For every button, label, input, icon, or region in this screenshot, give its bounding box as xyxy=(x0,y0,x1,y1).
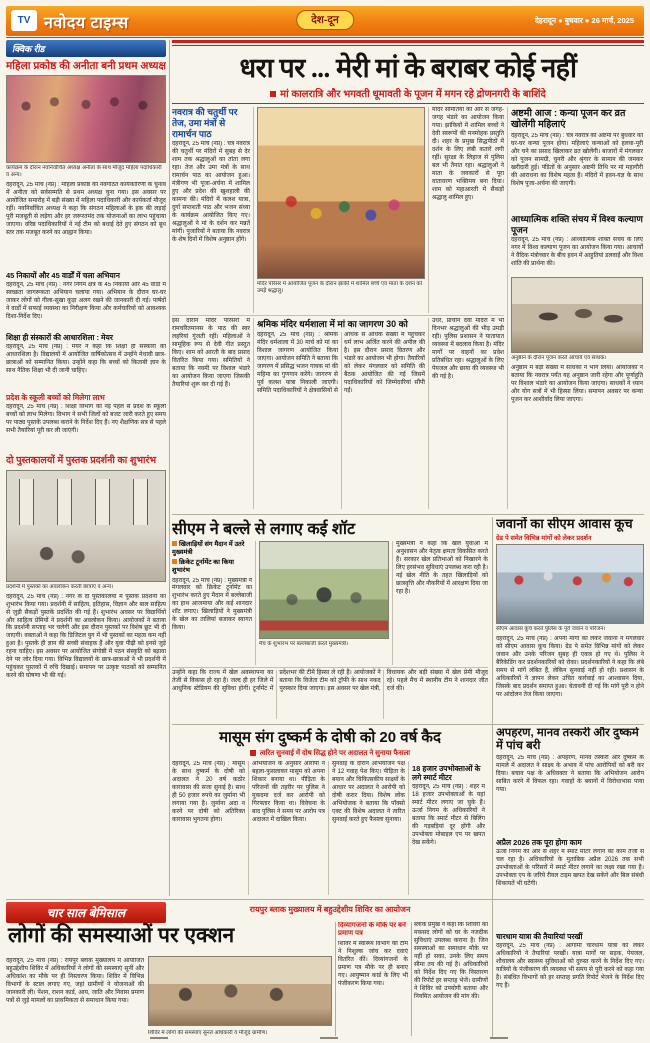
article-body: देहरादून, 25 मार्च (नप्र) : मुख्यमंत्री ने मंगलवार को क्रिकेट टूर्नामेंट का शुभारंभ करते हुए मैदान में बल्लेबाजी का हाथ आजमाया और कई शानदार शॉट लगाए। खिलाड़ियों ने मुख्यमंत्री के खेल का तालियां बजाकर स्वागत किया। xyxy=(172,577,252,632)
article-body: उन्होंने कहा कि राज्य में खेल अवस्थापना का तेजी से विकास हो रहा है। जल्द ही हर जिले में आधुनिक स्टेडियम की सुविधा होगी। टूर्नामेंट में प्रदेशभर की टीमें हिस्सा ले रही हैं। आयोजकों ने बताया कि विजेता टीम को ट्रॉफी के साथ नकद पुरस्कार दिया जाएगा। इस अवसर पर खेल मंत्री, विधायक और बड़ी संख्या में खेल प्रेमी मौजूद रहे। पहले मैच में स्थानीय टीम ने शानदार जीत दर्ज की। xyxy=(172,667,488,719)
article-body: देहरादून, 25 मार्च (नप्र) : चैत्र नवरात्र की चतुर्थी पर मंदिरों में सुबह से देर शाम तक श्रद्धालुओं का तांता लगा रहा। तेज और उमा मंत्रों के साथ रामार्चन पाठ का आयोजन हुआ। मंत्रीगण भी पूजा-अर्चना में शामिल हुए और प्रदेश की खुशहाली की कामना की। मंदिरों में कलश यात्रा, दुर्गा सप्तशती पाठ और भजन संध्या के कार्यक्रम आयोजित किए गए। श्रद्धालुओं ने मां के दर्शन कर मन्नतें मांगीं। पुजारियों ने बताया कि नवरात्र के शेष दिनों में विशेष अनुष्ठान होंगे। xyxy=(172,141,250,244)
article-body: देहरादून, 25 मार्च (नप्र) : आगामी चारधाम यात्रा को लेकर अधिकारियों ने तैयारियां परखीं। यात्रा मार्गों पर सड़क, पेयजल, शौचालय और स्वास्थ्य सुविधाओं को दुरुस्त करने के निर्देश दिए गए। यात्रियों के पंजीकरण की व्यवस्था भी समय से पूरी करने को कहा गया है। संबंधित विभागों को हर सप्ताह प्रगति रिपोर्ट भेजने के निर्देश दिए गए हैं। xyxy=(496,943,644,990)
photo-caption-exhibition: प्रदर्शनी में पुस्तकों का अवलोकन करती छात्राएं व अन्य। xyxy=(6,583,114,590)
photo-procession xyxy=(257,107,425,279)
bullet-square-icon xyxy=(172,559,177,564)
article-body: देहरादून, 25 मार्च (नप्र) : नगर निगम क्षेत्र के 45 निकायों और 45 वार्डों में स्वच्छता जागरूकता अभियान चलाया गया। अभियान के दौरान घर-घर जाकर लोगों को गीला-सूखा कूड़ा अलग रखने की जानकारी दी गई। पार्षदों ने वार्डों में सफाई व्यवस्था का निरीक्षण किया और कर्मचारियों को आवश्यक दिशा-निर्देश दिए। xyxy=(6,281,166,320)
column-divider xyxy=(492,517,493,1038)
court-col1 xyxy=(172,761,245,895)
article-body: इस दौरान मंदिर परिसरों में रामचरितमानस के पाठ की स्वर लहरियां गूंजती रहीं। महिलाओं ने सामूहिक रूप से देवी गीत प्रस्तुत किए। शाम को आरती के बाद प्रसाद वितरित किया गया। समितियों ने बताया कि नवमी पर विशाल भंडारे का आयोजन किया जाएगा जिसकी तैयारियां शुरू कर दी गई हैं। xyxy=(172,318,250,388)
column-rule xyxy=(428,107,429,313)
photo-caption-camp: शिविर में लोगों की समस्याएं सुनते अधिकारी व मौजूद ग्रामीण। xyxy=(148,1030,268,1036)
court-kicker-text: त्वरित सुनवाई में दोष सिद्ध होने पर अदालत ने सुनाया फैसला xyxy=(259,750,411,757)
article-body: देहरादून, 25 मार्च (नप्र) : अपहरण, मानव तस्करी और दुष्कर्म के मामले में अदालत ने साक्ष्य के अभाव में पांच आरोपियों को बरी कर दिया। बचाव पक्ष के अधिवक्ता ने बताया कि अभियोजन आरोप साबित करने में विफल रहा। गवाहों के बयानों में विरोधाभास पाया गया। xyxy=(496,755,644,794)
court-kicker xyxy=(172,749,488,758)
camp-kicker: रायपुर ब्लाक मुख्यालय में बहुउद्देशीय शिविर का आयोजन xyxy=(249,905,411,914)
masthead xyxy=(6,6,644,36)
lead-story-columns xyxy=(172,107,644,509)
court-col2 xyxy=(252,761,325,895)
column-rule xyxy=(507,107,508,509)
article-body: देहरादून, 25 मार्च (नप्र) : श्रमिक मंदिर धर्मशाला में 30 मार्च को मां का विशाल जागरण आयोजित किया जाएगा। आयोजन समिति ने बताया कि जागरण में प्रसिद्ध भजन गायक मां की महिमा का गुणगान करेंगे। जागरण से पूर्व कलश यात्रा निकाली जाएगी। समिति पदाधिकारियों ने क्षेत्रवासियों से अधिक से अधिक संख्या में पहुंचकर धर्म लाभ अर्जित करने की अपील की है। इस दौरान प्रसाद वितरण और भंडारे का आयोजन भी होगा। तैयारियों को लेकर मंगलवार को समिति की बैठक आयोजित की गई जिसमें पदाधिकारियों को जिम्मेदारियां सौंपी गईं। xyxy=(257,331,425,394)
court-col3 xyxy=(332,761,405,895)
column-a2 xyxy=(172,318,250,509)
column-divider xyxy=(169,40,170,896)
article-body: मंदिर समितियों की ओर से जगह-जगह भंडारे का आयोजन किया गया। झांकियों में शामिल बच्चों ने देवी स्वरूपों की मनमोहक प्रस्तुति दी। शहर के प्रमुख सिद्धपीठों में दर्शन के लिए लंबी कतारें लगी रहीं। सुरक्षा के लिहाज से पुलिस बल भी तैनात रहा। श्रद्धालुओं ने माता के जयकारों से पूरा वातावरण भक्तिमय बना दिया। शाम को महाआरती में सैकड़ों श्रद्धालु शामिल हुए। xyxy=(432,107,504,201)
photo-caption-women: कार्यक्रम के दौरान नवनिर्वाचित अध्यक्ष अनीता के साथ मौजूद महिला पदाधिकारी व अन्य। xyxy=(6,165,162,178)
lead-story-left xyxy=(172,107,504,509)
ashtami-headline: अष्टमी आज : कन्या पूजन कर व्रत खोलेंगी महिलाएं xyxy=(511,108,626,131)
section-divider xyxy=(172,724,644,725)
page-folio-mark xyxy=(320,1037,338,1039)
column-rule xyxy=(411,922,412,1036)
march-story xyxy=(496,517,644,719)
photo-protest-march xyxy=(496,544,644,624)
photo-column xyxy=(257,107,425,313)
cricket-right-column xyxy=(396,541,488,665)
promo-banner: चार साल बेमिसाल xyxy=(6,902,166,923)
acquittal-story xyxy=(496,727,644,1038)
jagran-story xyxy=(257,318,425,509)
jagran-headline: श्रमिक मंदिर धर्मशाला में मां का जागरण 30 को xyxy=(257,319,408,329)
photo-book-exhibition xyxy=(6,470,166,582)
article-body: उधर, प्राचीन देवी मंदिरों में भी दिनभर श्रद्धालुओं की भीड़ उमड़ी रही। पुलिस प्रशासन ने यातायात व्यवस्था में बदलाव किया है। मंदिर मार्गों पर वाहनों का प्रवेश प्रतिबंधित रहा। श्रद्धालुओं के लिए पेयजल और छाया की व्यवस्था भी की गई है। xyxy=(432,318,504,380)
article-body: देहरादून, 25 मार्च (नप्र) : चैत्र नवरात्र की अष्टमी पर बुधवार को घर-घर कन्या पूजन होगा। महिलाएं कन्याओं को हलवा-पूरी और चने का प्रसाद खिलाकर व्रत खोलेंगी। बाजारों में मंगलवार को पूजन सामग्री, चुनरी और श्रृंगार के सामान की जमकर खरीदारी हुई। पंडितों के अनुसार अष्टमी तिथि पर मां महागौरी की आराधना का विशेष महत्व है। मंदिरों में हवन-यज्ञ के साथ विशेष पूजा-अर्चना की जाएगी। xyxy=(511,132,643,187)
photo-caption-pujan: अनुष्ठान के दौरान पूजन करते आचार्य एवं साधक। xyxy=(511,355,607,362)
right-rail xyxy=(511,107,643,509)
article-body: ऊर्जा निगम की ओर से शहर में स्मार्ट मीटर लगाने का काम तेजी से चल रहा है। अधिकारियों के मुताबिक अप्रैल 2026 तक सभी उपभोक्ताओं के परिसरों में स्मार्ट मीटर लगाने का लक्ष्य रखा गया है। उपभोक्ता एप के जरिये रीयल टाइम खपत देख सकेंगे और बिल संबंधी शिकायतें भी घटेंगी। xyxy=(496,849,644,888)
photo-women-group xyxy=(6,75,166,163)
column-c2 xyxy=(432,318,504,509)
march-kicker: ग्रेड पे समेत विभिन्न मांगों को लेकर प्रदर्शन xyxy=(496,535,592,543)
lead-story-row2 xyxy=(172,315,504,509)
headline-rule-bottom xyxy=(172,103,644,104)
headline-rule-top xyxy=(172,40,644,46)
article-body: ब्लाक प्रमुख ने कहा कि शिविरों का मकसद लोगों को घर के नजदीक सुविधाएं उपलब्ध कराना है। जिन समस्याओं का समाधान मौके पर नहीं हो सका, उनके लिए समय सीमा तय की गई है। अधिकारियों को निर्देश दिए गए कि निस्तारण की रिपोर्ट हर सप्ताह भेजें। ग्रामीणों ने शिविर को उपयोगी बताया और नियमित आयोजन की मांग की। xyxy=(414,922,488,1000)
bullet-item xyxy=(172,559,252,575)
article-body: देहरादून, 25 मार्च (नप्र) : शिक्षा विभाग की नई पहल से प्रदेश के स्कूली बच्चों को लाभ मिलेगा। विभाग ने सभी जिलों को बजट जारी करते हुए समय पर पाठ्य पुस्तकें उपलब्ध कराने के निर्देश दिए हैं। नए शैक्षणिक सत्र से पहले सभी तैयारियां पूरी कर ली जाएंगी। xyxy=(6,403,166,434)
article-body: देहरादून, 25 मार्च (नप्र) : आध्यात्मिक शक्ति संचय के लिए नगर में विश्व कल्याण पूजन का आयोजन किया गया। आचार्यों ने वैदिक मंत्रोच्चार के बीच हवन में आहुतियां डलवाईं और विश्व शांति की प्रार्थना की। xyxy=(511,237,643,268)
column-rule xyxy=(335,922,336,1036)
bullet-item xyxy=(172,541,252,557)
column-rule xyxy=(392,541,393,665)
article-body: देहरादून, 25 मार्च (नप्र) : शहर में 18 हजार उपभोक्ताओं के यहां स्मार्ट मीटर लगाए जा चुके हैं। ऊर्जा निगम के अधिकारियों ने बताया कि स्मार्ट मीटर से बिलिंग की गड़बड़ियां दूर होंगी और उपभोक्ता मोबाइल एप पर खपत देख सकेंगे। xyxy=(412,784,485,846)
camp-box-title: दिव्यांगजनों के मौके पर बने प्रमाण पत्र xyxy=(338,922,406,938)
photo-cm-batting xyxy=(259,541,389,639)
court-story xyxy=(172,727,488,895)
subhead: शिक्षा ही संस्कारों की आधारशिला : मेयर xyxy=(6,332,113,342)
page-folio-mark xyxy=(490,1037,508,1039)
court-columns xyxy=(172,761,488,895)
bullet-square-icon xyxy=(250,750,256,756)
tv-logo: TV xyxy=(11,10,37,31)
subhead-red: प्रदेश के स्कूली बच्चों को मिलेगा लाभ xyxy=(6,392,105,402)
section-divider xyxy=(172,514,644,515)
column-rule xyxy=(255,541,256,665)
column-rule xyxy=(248,761,249,895)
court-headline: मासूम संग दुष्कर्म के दोषी को 20 वर्ष कैद xyxy=(219,729,441,746)
article-body: देहरादून, 25 मार्च (नप्र) : नगर के दो पुस्तकालयों में पुस्तक प्रदर्शनी का शुभारंभ किया गया। प्रदर्शनी में साहित्य, इतिहास, विज्ञान और बाल साहित्य से जुड़ी सैकड़ों पुस्तकें प्रदर्शित की गई हैं। शुभारंभ अवसर पर विद्यार्थियों और साहित्य प्रेमियों ने प्रदर्शनी का अवलोकन किया। आयोजकों ने बताया कि प्रदर्शनी सप्ताह भर चलेगी और इस दौरान पुस्तकों पर विशेष छूट भी दी जाएगी। वक्ताओं ने कहा कि डिजिटल युग में भी पुस्तकों का महत्व कम नहीं हुआ है। पुस्तकें ही ज्ञान की सच्ची संवाहक हैं और युवा पीढ़ी को इनसे जुड़े रहना चाहिए। इस अवसर पर आयोजित संगोष्ठी में पठन संस्कृति को बढ़ावा देने पर जोर दिया गया। विभिन्न विद्यालयों के छात्र-छात्राओं ने भी प्रदर्शनी में पहुंचकर पुस्तकों में रुचि दिखाई। समापन पर उत्कृष्ट पाठकों को सम्मानित करने की घोषणा भी की गई। xyxy=(6,593,166,680)
article-body: देहरादून, 25 मार्च (नप्र) : रायपुर ब्लाक मुख्यालय में आयोजित बहुउद्देशीय शिविर में अधिकारियों ने लोगों की समस्याएं सुनीं और अधिकांश का मौके पर ही निस्तारण किया। शिविर में विभिन्न विभागों के स्टाल लगाए गए, जहां ग्रामीणों ने योजनाओं की जानकारी ली। पेंशन, राशन कार्ड, आय, जाति और निवास प्रमाण पत्रों से जुड़े मामलों का प्राथमिकता से समाधान किया गया। xyxy=(6,958,144,1004)
acquittal-headline: अपहरण, मानव तस्करी और दुष्कर्म में पांच बरी xyxy=(496,727,639,753)
page-folio-mark xyxy=(150,1037,168,1039)
column-rule xyxy=(253,318,254,509)
article-body: अभियोजन के अनुसार आरोपी ने बहला-फुसलाकर मासूम को अपना शिकार बनाया था। पीड़िता के परिजनों की तहरीर पर पुलिस ने मुकदमा दर्ज कर आरोपी को गिरफ्तार किया था। विवेचना के बाद पुलिस ने समय पर आरोप पत्र अदालत में दाखिल किया। xyxy=(252,761,325,823)
lead-story-row1 xyxy=(172,107,504,313)
pujan-headline: आध्यात्मिक शक्ति संचय में विश्व कल्याण पूजन xyxy=(511,213,643,235)
column-a xyxy=(172,107,250,313)
court-col4 xyxy=(412,761,485,895)
cricket-left-column xyxy=(172,541,252,665)
column-rule xyxy=(428,318,429,509)
page-name-badge: देश-दून xyxy=(296,10,354,30)
quickread-headline: महिला प्रकोष्ठ की अनीता बनी प्रथम अध्यक्ष xyxy=(6,60,166,72)
subhead: चारधाम यात्रा की तैयारियां परखीं xyxy=(496,932,583,942)
edition-dateline: देहरादून ● बुधवार ● 26 मार्च, 2025 xyxy=(534,16,634,25)
bullet-square-icon xyxy=(172,541,177,546)
left-column xyxy=(6,40,166,896)
bullet-text: क्रिकेट टूर्नामेंट का किया शुभारंभ xyxy=(172,559,234,575)
article-body: देहरादून, 25 मार्च (नप्र) : अपनी मांगों को लेकर जवानों ने मंगलवार को सीएम आवास कूच किया। ग्रेड पे समेत विभिन्न मांगों को लेकर जवान और उनके परिजन सुबह ही एकत्र हो गए थे। पुलिस ने बैरिकेडिंग कर प्रदर्शनकारियों को रोका। प्रदर्शनकारियों ने कहा कि लंबे समय से मांगें लंबित हैं, लेकिन सुनवाई नहीं हो रही। प्रशासन के अधिकारियों ने ज्ञापन लेकर उचित कार्रवाई का आश्वासन दिया, जिसके बाद प्रदर्शन समाप्त हुआ। चेतावनी दी गई कि मांगें पूरी न होने पर आंदोलन तेज किया जाएगा। xyxy=(496,636,644,698)
masthead-rule xyxy=(6,37,644,38)
main-headline: धरा पर ... मेरी मां के बराबर कोई नहीं xyxy=(239,53,577,83)
photo-camp-meeting xyxy=(148,956,332,1026)
smart-meter-subhead: 18 हजार उपभोक्ताओं के लगे स्मार्ट मीटर xyxy=(412,764,481,782)
article-body: मुख्यमंत्री ने कहा कि खेल युवाओं में अनुशासन और नेतृत्व क्षमता विकसित करते हैं। सरकार खेल प्रतिभाओं को निखारने के लिए हरसंभव सुविधाएं उपलब्ध करा रही है। नई खेल नीति के तहत खिलाड़ियों को छात्रवृत्ति और नौकरियों में आरक्षण दिया जा रहा है। xyxy=(396,541,488,595)
main-deck xyxy=(172,86,644,100)
column-rule xyxy=(253,107,254,313)
article-body: अनुष्ठान में बड़ी संख्या में साधकों ने भाग लिया। आयोजकों ने बताया कि नवरात्र पर्यंत यह अनुष्ठान जारी रहेगा और पूर्णाहुति पर विशाल भंडारे का आयोजन किया जाएगा। साधकों ने ध्यान और योग सत्रों में भी हिस्सा लिया। समापन अवसर पर कन्या पूजन कर आशीर्वाद लिया जाएगा। xyxy=(511,365,643,404)
exhibition-headline: दो पुस्तकालयों में पुस्तक प्रदर्शनी का शुभारंभ xyxy=(6,454,157,466)
section-divider xyxy=(6,899,644,900)
article-body: देहरादून, 25 मार्च (नप्र) : मासूम के साथ दुष्कर्म के दोषी को अदालत ने 20 वर्ष कठोर कारावास की सजा सुनाई है। साथ ही 50 हजार रुपये का जुर्माना भी लगाया गया है। जुर्माना अदा न करने पर दोषी को अतिरिक्त कारावास भुगतना होगा। xyxy=(172,761,245,823)
bullet-square-icon xyxy=(270,91,276,97)
article-body: देहरादून, 25 मार्च (नप्र) : महिला प्रकोष्ठ की नवगठित कार्यकारिणी के चुनाव में अनीता को सर्वसम्मति से प्रथम अध्यक्ष चुना गया। इस अवसर पर आयोजित समारोह में बड़ी संख्या में महिला पदाधिकारी और कार्यकर्ता मौजूद रहीं। नवनिर्वाचित अध्यक्ष ने कहा कि संगठन महिलाओं के हक की लड़ाई पूरी मजबूती से लड़ेगा और हर जरूरतमंद तक योजनाओं का लाभ पहुंचाया जाएगा। वरिष्ठ पदाधिकारियों ने नई टीम को बधाई देते हुए संगठन को बूथ स्तर तक मजबूत करने का आह्वान किया। xyxy=(6,181,166,236)
camp-headline: लोगों की समस्याओं पर एक्शन xyxy=(8,924,235,947)
column-c xyxy=(432,107,504,313)
newspaper-title: नवोदय टाइम्स xyxy=(44,15,129,32)
article-body: सुनवाई के दौरान अभियोजन पक्ष ने 12 गवाह पेश किए। पीड़िता के बयान और चिकित्सकीय साक्ष्यों के आधार पर अदालत ने आरोपी को दोषी करार दिया। विशेष लोक अभियोजक ने बताया कि पॉक्सो एक्ट की विशेष अदालत ने त्वरित सुनवाई करते हुए फैसला सुनाया। xyxy=(332,761,405,823)
section-header-quick-read: क्विक रीड xyxy=(6,40,166,57)
column-rule xyxy=(408,761,409,895)
cricket-headline: सीएम ने बल्ले से लगाए कई शॉट xyxy=(172,521,356,538)
article-body: देहरादून, 25 मार्च (नप्र) : मेयर ने कहा कि शिक्षा ही संस्कारों की आधारशिला है। विद्यालयों में आयोजित वार्षिकोत्सव में उन्होंने मेधावी छात्र-छात्राओं को सम्मानित किया। उन्होंने कहा कि बच्चों को किताबी ज्ञान के साथ नैतिक शिक्षा भी दी जानी चाहिए। xyxy=(6,343,166,374)
photo-caption-procession: मंदिर परिसर में आयोजित पूजन के दौरान झांकी में शामिल बच्चे एवं माता के दर्शन को उमड़े श्रद्धालु। xyxy=(257,281,423,294)
cricket-columns xyxy=(172,541,488,665)
march-headline: जवानों का सीएम आवास कूच xyxy=(496,517,633,531)
blue-subheadline: नवरात्र की चतुर्थी पर तेज, उमा मंत्रों से रामार्चन पाठ xyxy=(172,107,238,139)
main-deck-text: मां कालरात्रि और भगवती धूमावती के पूजन में मगन रहे द्रोणनगरी के बाशिंदे xyxy=(280,89,546,100)
column-rule xyxy=(328,761,329,895)
bullet-text: खिलाड़ियों संग मैदान में उतरे मुख्यमंत्री xyxy=(172,541,245,557)
lead-story xyxy=(172,40,644,510)
subhead: 45 निकायों और 45 वार्डों में चला अभियान xyxy=(6,270,120,280)
photo-caption-cricket: मैच के शुभारंभ पर बल्लेबाजी करते मुख्यमंत्री। xyxy=(259,641,349,647)
photo-pujan xyxy=(511,277,643,353)
camp-box xyxy=(338,922,408,1036)
article-body: शिविर में स्वास्थ्य विभाग की टीम ने निशुल्क जांच कर दवाएं वितरित कीं। दिव्यांगजनों के प्रमाण पत्र मौके पर ही बनाए गए। आयुष्मान कार्ड के लिए भी पंजीकरण किया गया। xyxy=(338,940,408,987)
cricket-photo-column xyxy=(259,541,389,665)
cricket-story xyxy=(172,517,488,719)
photo-caption-march: सीएम आवास कूच करते पुलिस के पूर्व जवान व परिजन। xyxy=(496,626,606,633)
subhead: अप्रैल 2026 तक पूरा होगा काम xyxy=(496,838,582,848)
